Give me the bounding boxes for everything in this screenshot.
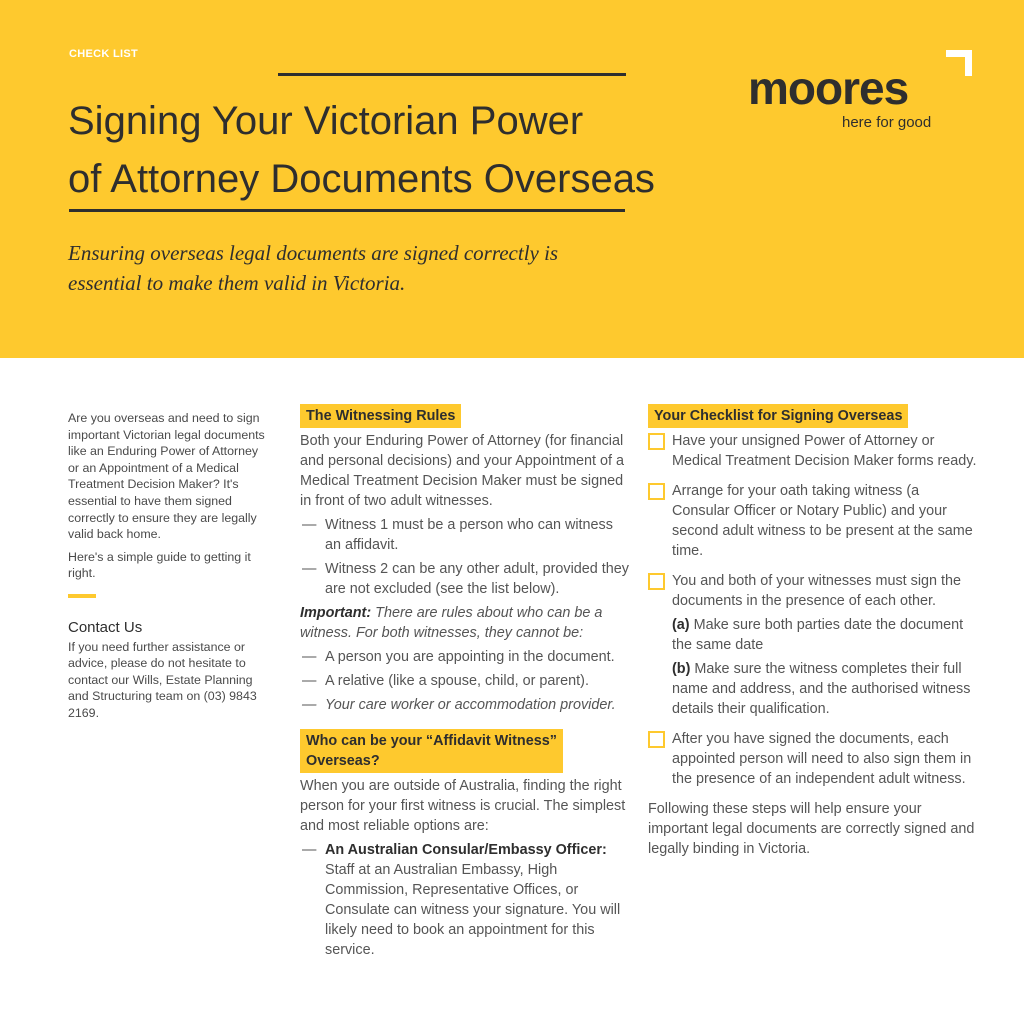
affidavit-witness-heading bbox=[300, 729, 563, 773]
affidavit-heading-line-1: Who can be your “Affidavit Witness” bbox=[306, 733, 557, 749]
checkbox-icon[interactable] bbox=[648, 573, 665, 590]
sub-item-a bbox=[672, 615, 978, 655]
witnessing-column bbox=[300, 404, 630, 964]
checklist-item-text: Have your unsigned Power of Attorney or Medical Treatment Decision Maker forms ready. bbox=[672, 433, 977, 469]
sub-item-b bbox=[672, 659, 978, 719]
checklist-item bbox=[648, 431, 978, 471]
intro-column bbox=[68, 410, 268, 728]
sub-item-label: (b) bbox=[672, 661, 691, 677]
dash-bullet-icon: — bbox=[302, 649, 317, 665]
checklist-item bbox=[648, 729, 978, 789]
list-item bbox=[300, 671, 630, 691]
closing-paragraph: Following these steps will help ensure your important legal documents are correctly signed and legally binding in Victoria. bbox=[648, 801, 975, 857]
exclusion-text: A person you are appointing in the document. bbox=[325, 649, 615, 665]
header-band bbox=[0, 0, 1024, 358]
witness-rule-text: Witness 1 must be a person who can witness an affidavit. bbox=[325, 517, 613, 553]
important-label: Important: bbox=[300, 605, 372, 621]
list-item bbox=[300, 647, 630, 667]
contact-heading: Contact Us bbox=[68, 618, 143, 636]
page-title bbox=[68, 92, 788, 208]
section-divider bbox=[68, 594, 96, 598]
important-text: There are rules about who can be a witness. For both witnesses, they cannot be: bbox=[300, 605, 603, 641]
option-label: An Australian Consular/Embassy Officer: bbox=[325, 842, 607, 858]
sub-item-text: Make sure both parties date the document the same date bbox=[672, 617, 964, 653]
list-item bbox=[300, 695, 630, 715]
affidavit-heading-line-2: Overseas? bbox=[306, 753, 380, 769]
checklist-item bbox=[648, 481, 978, 561]
checklist-heading: Your Checklist for Signing Overseas bbox=[648, 404, 908, 428]
witness-rule-text: Witness 2 can be any other adult, provided they are not excluded (see the list below). bbox=[325, 561, 629, 597]
dash-bullet-icon: — bbox=[302, 561, 317, 577]
checklist-item bbox=[648, 571, 978, 719]
contact-text: If you need further assistance or advice, please do not hesitate to contact our Wills, Estate Planning and Structuring team on (03) 9843 2169. bbox=[68, 639, 257, 720]
dash-bullet-icon: — bbox=[302, 697, 317, 713]
exclusion-text: A relative (like a spouse, child, or parent). bbox=[325, 673, 589, 689]
intro-guide-text: Here's a simple guide to getting it right. bbox=[68, 549, 251, 581]
checklist-item-text: After you have signed the documents, each appointed person will need to also sign them in the presence of an independent adult witness. bbox=[672, 731, 972, 787]
sub-item-text: Make sure the witness completes their full name and address, and the authorised witness details their qualification. bbox=[672, 661, 971, 717]
intro-paragraph: Are you overseas and need to sign important Victorian legal documents like an Enduring Power of Attorney or an Appointment of a Medical Treatment Decision Maker? It's essential to have them signed correctly to ensure they are legally valid back home. bbox=[68, 411, 265, 542]
sub-item-label: (a) bbox=[672, 617, 690, 633]
checklist-column bbox=[648, 404, 978, 863]
dash-bullet-icon: — bbox=[302, 842, 317, 858]
title-top-rule bbox=[278, 73, 626, 76]
dash-bullet-icon: — bbox=[302, 673, 317, 689]
title-line-2: of Attorney Documents Overseas bbox=[68, 157, 655, 201]
dash-bullet-icon: — bbox=[302, 517, 317, 533]
witnessing-intro: Both your Enduring Power of Attorney (for financial and personal decisions) and your Appointment of a Medical Treatment Decision Maker must be signed in front of two adult witnesses. bbox=[300, 433, 624, 509]
witnessing-rules-heading: The Witnessing Rules bbox=[300, 404, 461, 428]
logo-wordmark: moores bbox=[748, 62, 909, 114]
checkbox-icon[interactable] bbox=[648, 731, 665, 748]
list-item bbox=[300, 840, 630, 960]
title-line-1: Signing Your Victorian Power bbox=[68, 99, 584, 143]
document-type-label: CHECK LIST bbox=[69, 48, 138, 60]
affidavit-intro: When you are outside of Australia, finding the right person for your first witness is crucial. The simplest and most reliable options are: bbox=[300, 778, 626, 834]
list-item bbox=[300, 559, 630, 599]
option-text: Staff at an Australian Embassy, High Commission, Representative Offices, or Consulate can witness your signature. You will likely need to book an appointment for this service. bbox=[325, 862, 621, 958]
moores-logo bbox=[748, 50, 988, 140]
important-note bbox=[300, 603, 630, 643]
exclusion-text: Your care worker or accommodation provider. bbox=[325, 697, 616, 713]
checklist-item-text: Arrange for your oath taking witness (a Consular Officer or Notary Public) and your second adult witness to be present at the same time. bbox=[672, 483, 973, 559]
checklist-item-text: You and both of your witnesses must sign the documents in the presence of each other. bbox=[672, 573, 962, 609]
logo-corner-bracket-icon bbox=[946, 50, 972, 76]
checkbox-icon[interactable] bbox=[648, 483, 665, 500]
logo-tagline: here for good bbox=[842, 114, 932, 131]
title-bottom-rule bbox=[69, 209, 625, 212]
list-item bbox=[300, 515, 630, 555]
page-subtitle: Ensuring overseas legal documents are signed correctly is essential to make them valid in Victoria. bbox=[68, 241, 559, 295]
checkbox-icon[interactable] bbox=[648, 433, 665, 450]
